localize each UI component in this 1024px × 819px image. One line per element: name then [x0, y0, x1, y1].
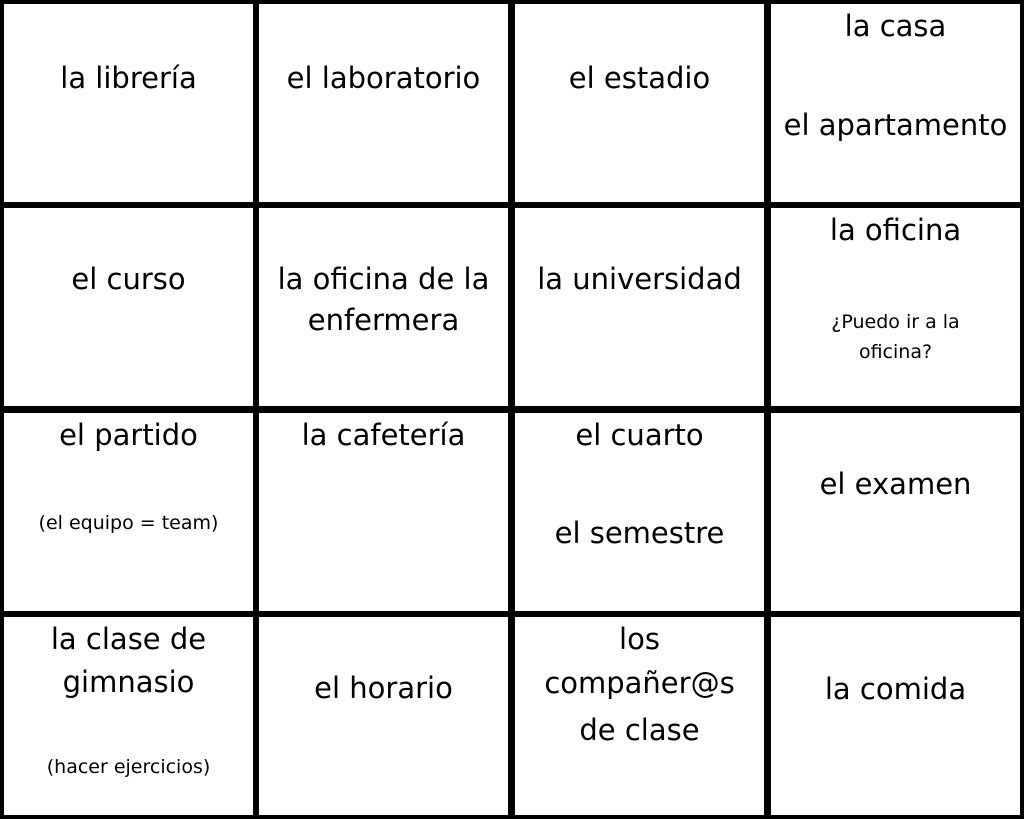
card-text: la comida [824, 672, 967, 706]
card-text-line-1: la casa [844, 9, 947, 43]
card-text: el examen [819, 467, 972, 501]
card-note-line-2: oficina? [858, 341, 933, 363]
card-el-examen [771, 413, 1020, 611]
card-la-casa [771, 4, 1020, 202]
card-text-line-2: el apartamento [783, 108, 1008, 142]
card-text: el curso [71, 262, 186, 296]
card-text-line-1: los [619, 622, 660, 656]
card-text: el laboratorio [286, 61, 481, 95]
card-text: la universidad [537, 262, 742, 296]
card-note-line-1: ¿Puedo ir a la [831, 311, 960, 333]
card-note: (el equipo = team) [38, 512, 219, 534]
card-el-horario [259, 617, 508, 815]
card-text-line-1: el cuarto [575, 418, 704, 452]
card-el-estadio [515, 4, 764, 202]
card-text: la cafetería [301, 418, 466, 452]
card-el-cuarto [515, 413, 764, 611]
card-la-universidad [515, 208, 764, 406]
card-text-line-2: gimnasio [62, 665, 195, 699]
card-text-line-3: de clase [579, 713, 700, 747]
card-la-cafeteria [259, 413, 508, 611]
card-text-line-1: la oficina de la [277, 262, 490, 296]
card-text-line-2: enfermera [307, 303, 460, 337]
card-la-comida [771, 617, 1020, 815]
card-text-line-1: la clase de [50, 622, 207, 656]
card-text: la librería [60, 61, 197, 95]
card-text-line-2: el semestre [554, 516, 725, 550]
card-la-libreria [4, 4, 253, 202]
card-text: la oficina [829, 213, 962, 247]
card-note: (hacer ejercicios) [46, 756, 211, 778]
card-text: el estadio [568, 61, 711, 95]
card-el-curso [4, 208, 253, 406]
card-el-partido [4, 413, 253, 611]
card-el-laboratorio [259, 4, 508, 202]
card-la-clase-de-gimnasio [4, 617, 253, 815]
card-text: el horario [314, 671, 453, 705]
card-text-line-2: compañer@s [544, 666, 735, 700]
card-los-companeros-de-clase [515, 617, 764, 815]
card-text: el partido [59, 418, 198, 452]
card-la-oficina [771, 208, 1020, 406]
card-la-oficina-de-la-enfermera [259, 208, 508, 406]
